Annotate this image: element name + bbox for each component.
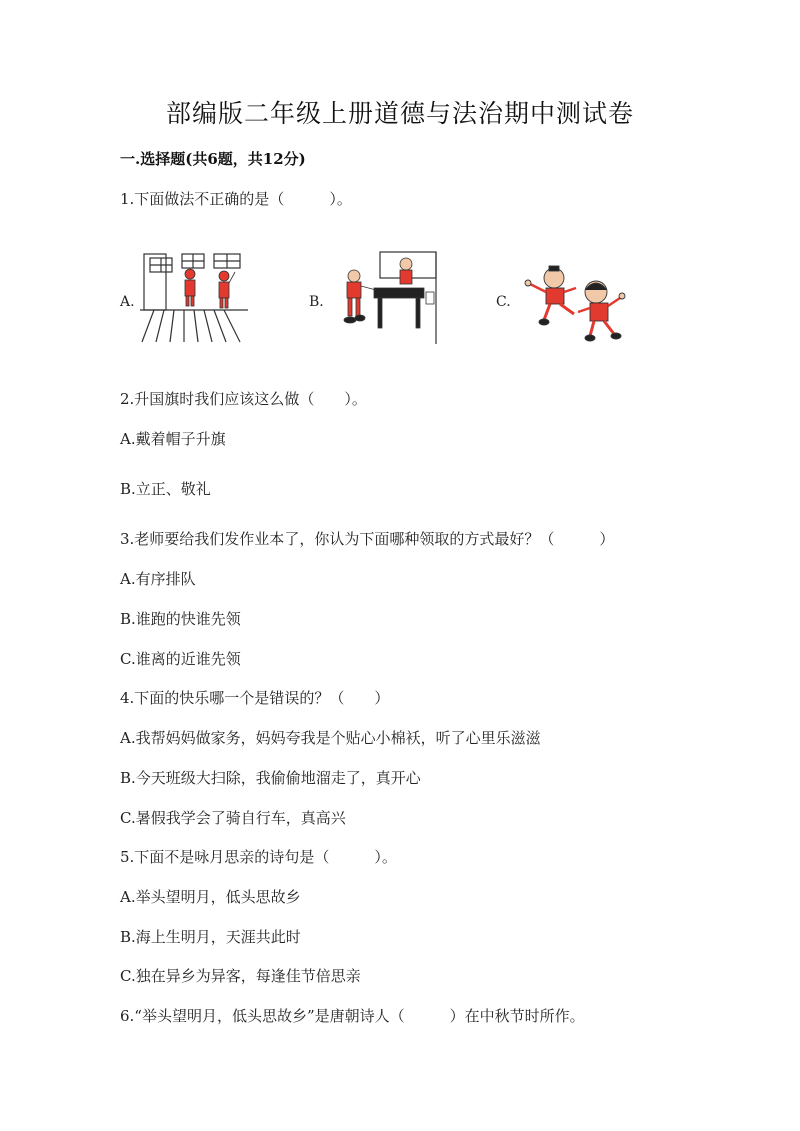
- question-2-option-a: A.戴着帽子升旗: [120, 430, 226, 448]
- question-3-option-a: A.有序排队: [120, 570, 196, 588]
- option-1c-illustration: [516, 262, 632, 344]
- question-4-option-a: A.我帮妈妈做家务，妈妈夸我是个贴心小棉袄，听了心里乐滋滋: [120, 729, 541, 747]
- option-1b-label: B.: [309, 294, 324, 310]
- question-3-stem: 3.老师要给我们发作业本了，你认为下面哪种领取的方式最好？（ ）: [120, 530, 615, 548]
- question-4-option-b: B.今天班级大扫除，我偷偷地溜走了，真开心: [120, 769, 421, 787]
- option-1a-label: A.: [120, 294, 135, 310]
- question-5-stem: 5.下面不是咏月思亲的诗句是（ ）。: [120, 848, 397, 866]
- question-5-option-c: C.独在异乡为异客，每逢佳节倍思亲: [120, 967, 361, 985]
- question-4-stem: 4.下面的快乐哪一个是错误的？（ ）: [120, 689, 390, 707]
- question-3-option-c: C.谁离的近谁先领: [120, 650, 241, 668]
- question-6-stem: 6.“举头望明月，低头思故乡”是唐朝诗人（ ）在中秋节时所作。: [120, 1007, 585, 1025]
- page-title: 部编版二年级上册道德与法治期中测试卷: [165, 99, 634, 128]
- option-1b-illustration: [330, 248, 440, 346]
- question-1-stem: 1.下面做法不正确的是（ ）。: [120, 190, 352, 208]
- question-3-option-b: B.谁跑的快谁先领: [120, 610, 241, 628]
- question-5-option-a: A.举头望明月，低头思故乡: [120, 888, 301, 906]
- question-5-option-b: B.海上生明月，天涯共此时: [120, 928, 301, 946]
- question-4-option-c: C.暑假我学会了骑自行车，真高兴: [120, 809, 346, 827]
- question-2-option-b: B.立正、敬礼: [120, 480, 211, 498]
- section-heading: 一.选择题(共6题，共12分): [120, 150, 306, 168]
- option-1a-illustration: [140, 252, 250, 344]
- option-1c-label: C.: [496, 294, 511, 310]
- question-2-stem: 2.升国旗时我们应该这么做（ ）。: [120, 390, 367, 408]
